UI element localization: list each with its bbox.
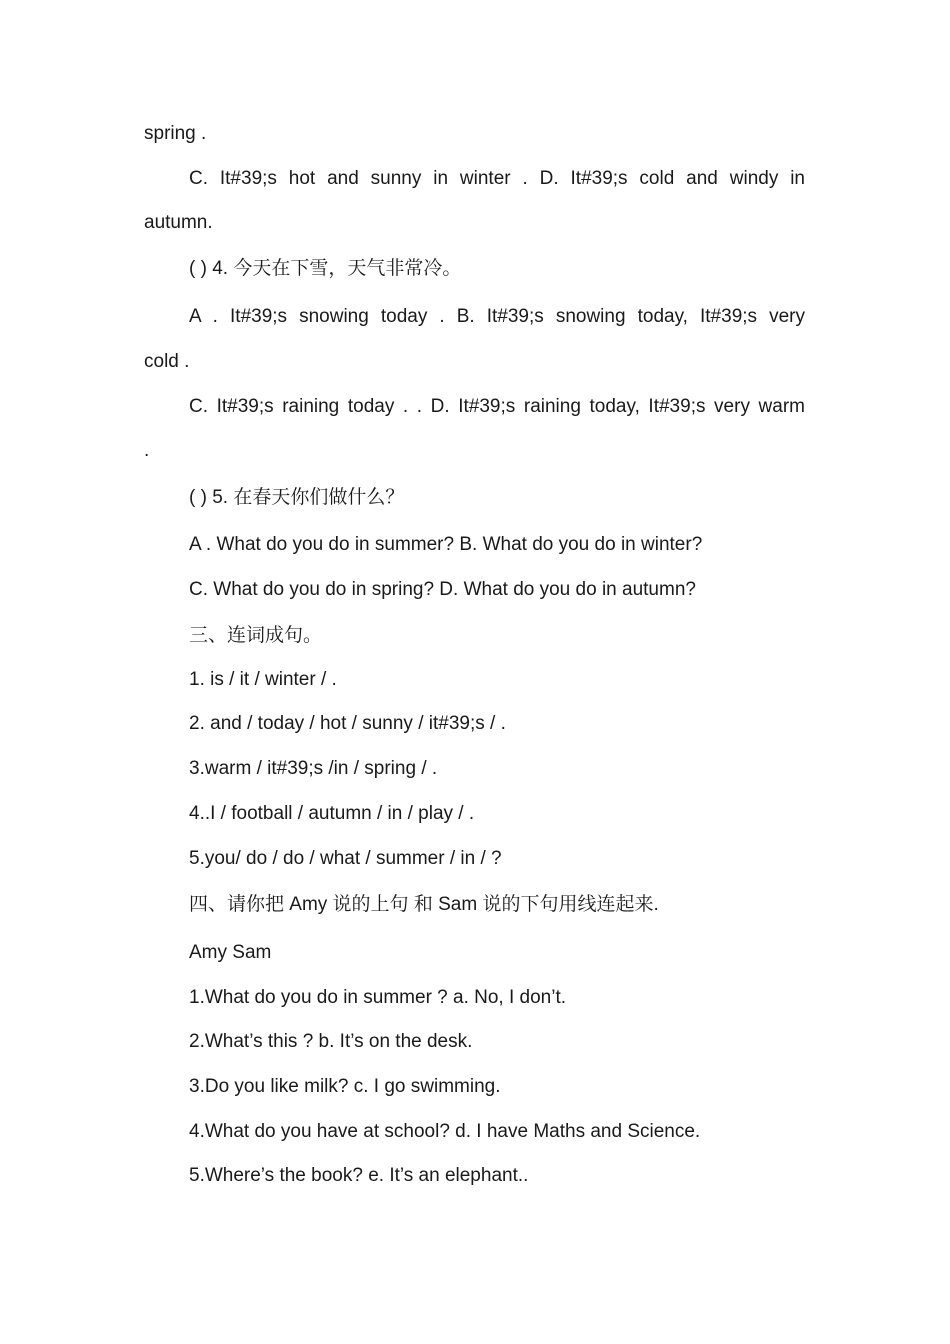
text-line: C. What do you do in spring? D. What do you do in autumn? <box>189 579 696 600</box>
text-line: 1.What do you do in summer ? a. No, I don’t. <box>189 987 567 1008</box>
text-line: C. It#39;s hot and sunny in winter . D. It#39;s cold and windy in <box>189 168 805 189</box>
text-line: 2. and / today / hot / sunny / it#39;s / . <box>189 713 506 734</box>
text-line: A . It#39;s snowing today . B. It#39;s snowing today, It#39;s very <box>189 306 805 327</box>
text-line: spring . <box>144 123 207 144</box>
text-line: 1. is / it / winter / . <box>189 669 337 690</box>
text-line: 4..I / football / autumn / in / play / . <box>189 803 475 824</box>
text-line: autumn. <box>144 212 213 233</box>
text-line: . <box>144 440 150 461</box>
text-line: 3.warm / it#39;s /in / spring / . <box>189 758 438 779</box>
text-line: C. It#39;s raining today . . D. It#39;s raining today, It#39;s very warm <box>189 396 805 417</box>
text-line: Amy Sam <box>189 942 272 963</box>
text-line: 3.Do you like milk? c. I go swimming. <box>189 1076 501 1097</box>
text-line: A . What do you do in summer? B. What do you do in winter? <box>189 534 703 555</box>
section-heading: 三、连词成句。 <box>189 625 323 646</box>
text-line: cold . <box>144 351 190 372</box>
question-heading: ( ) 4. 今天在下雪，天气非常冷。 <box>189 258 462 279</box>
question-heading: ( ) 5. 在春天你们做什么？ <box>189 487 405 508</box>
section-heading: 四、请你把 Amy 说的上句 和 Sam 说的下句用线连起来. <box>189 894 659 915</box>
text-line: 2.What’s this ? b. It’s on the desk. <box>189 1031 473 1052</box>
text-line: 4.What do you have at school? d. I have Maths and Science. <box>189 1121 701 1142</box>
text-line: 5.you/ do / do / what / summer / in / ? <box>189 848 502 869</box>
text-line: 5.Where’s the book? e. It’s an elephant.. <box>189 1165 529 1186</box>
